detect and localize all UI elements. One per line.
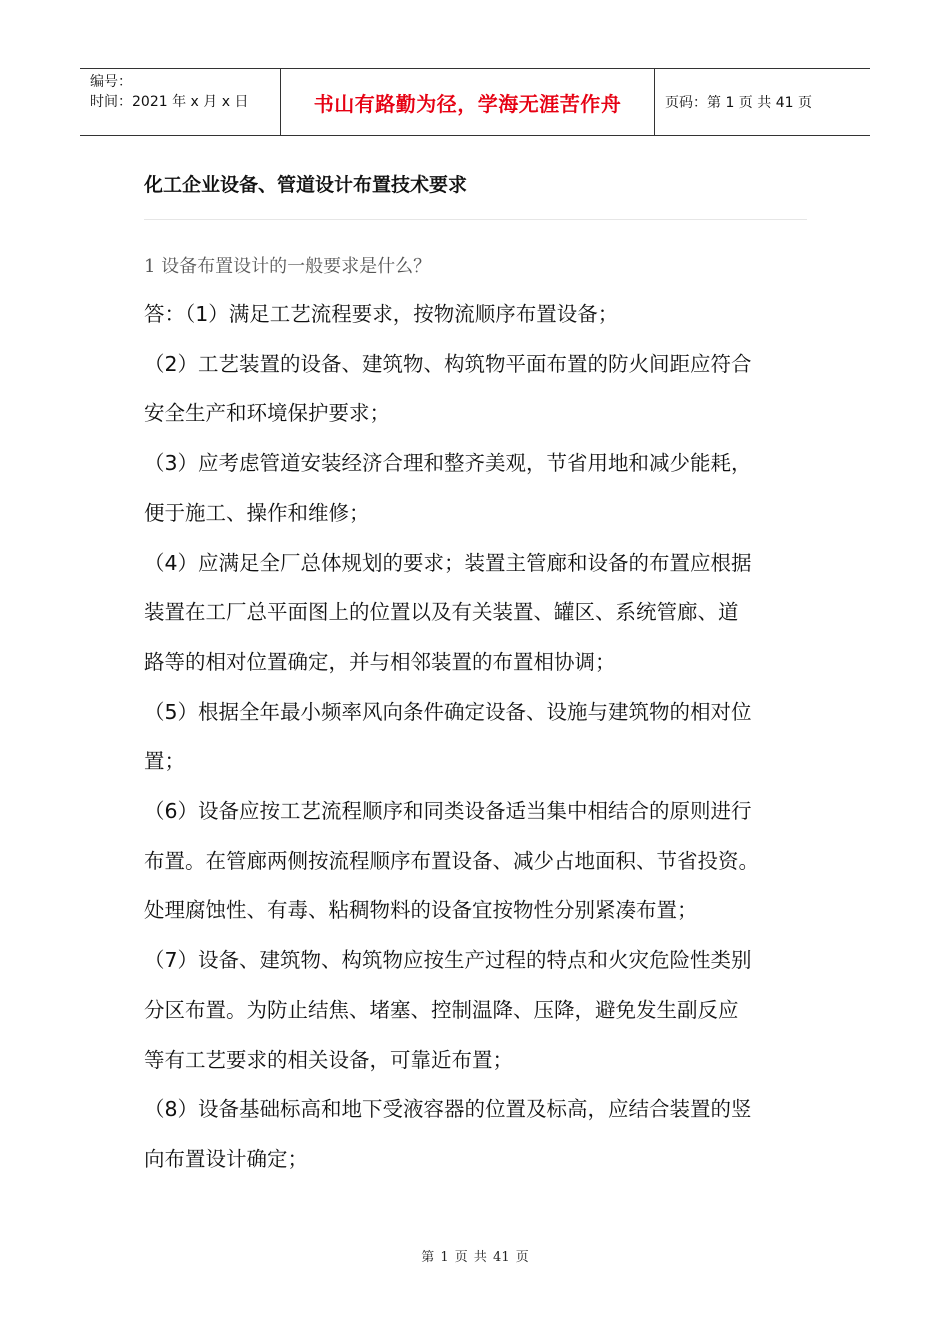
answer-line: 安全生产和环境保护要求；: [144, 401, 390, 426]
document-title: 化工企业设备、管道设计布置技术要求: [144, 174, 468, 196]
answer-line: 等有工艺要求的相关设备，可靠近布置；: [144, 1047, 513, 1072]
answer-line: 布置。在管廊两侧按流程顺序布置设备、减少占地面积、节省投资。: [144, 848, 759, 873]
header-page-info: 页码：第 1 页 共 41 页: [665, 95, 812, 111]
answer-line: 向布置设计确定；: [144, 1146, 308, 1171]
answer-body: [144, 290, 816, 1185]
answer-line: 分区布置。为防止结焦、堵塞、控制温降、压降，避免发生副反应: [144, 997, 739, 1022]
answer-line: 路等的相对位置确定，并与相邻装置的布置相协调；: [144, 649, 616, 674]
page-header: [80, 68, 870, 136]
answer-line: （3）应考虑管道安装经济合理和整齐美观，节省用地和减少能耗，: [144, 451, 752, 476]
answer-line: （5）根据全年最小频率风向条件确定设备、设施与建筑物的相对位: [144, 699, 752, 724]
answer-line: 便于施工、操作和维修；: [144, 500, 370, 525]
answer-line: （6）设备应按工艺流程顺序和同类设备适当集中相结合的原则进行: [144, 799, 752, 824]
page-footer: 第 1 页 共 41 页: [421, 1250, 529, 1265]
title-divider: [144, 219, 807, 220]
answer-line: 答：（1）满足工艺流程要求，按物流顺序布置设备；: [144, 302, 619, 326]
answer-line: 置；: [144, 749, 185, 774]
document-date: 时间：2021 年 x 月 x 日: [90, 94, 249, 110]
answer-line: 处理腐蚀性、有毒、粘稠物料的设备宜按物性分别紧凑布置；: [144, 898, 698, 923]
answer-line: （4）应满足全厂总体规划的要求；装置主管廊和设备的布置应根据: [144, 550, 752, 575]
answer-line: （8）设备基础标高和地下受液容器的位置及标高，应结合装置的竖: [144, 1097, 752, 1122]
question-heading: 1 设备布置设计的一般要求是什么？: [144, 256, 432, 277]
answer-line: 装置在工厂总平面图上的位置以及有关装置、罐区、系统管廊、道: [144, 600, 739, 625]
document-number-label: 编号：: [90, 74, 132, 90]
header-meta: [80, 69, 281, 135]
answer-line: （7）设备、建筑物、构筑物应按生产过程的特点和火灾危险性类别: [144, 948, 752, 973]
header-motto: 书山有路勤为径，学海无涯苦作舟: [281, 69, 655, 135]
answer-line: （2）工艺装置的设备、建筑物、构筑物平面布置的防火间距应符合: [144, 351, 752, 376]
